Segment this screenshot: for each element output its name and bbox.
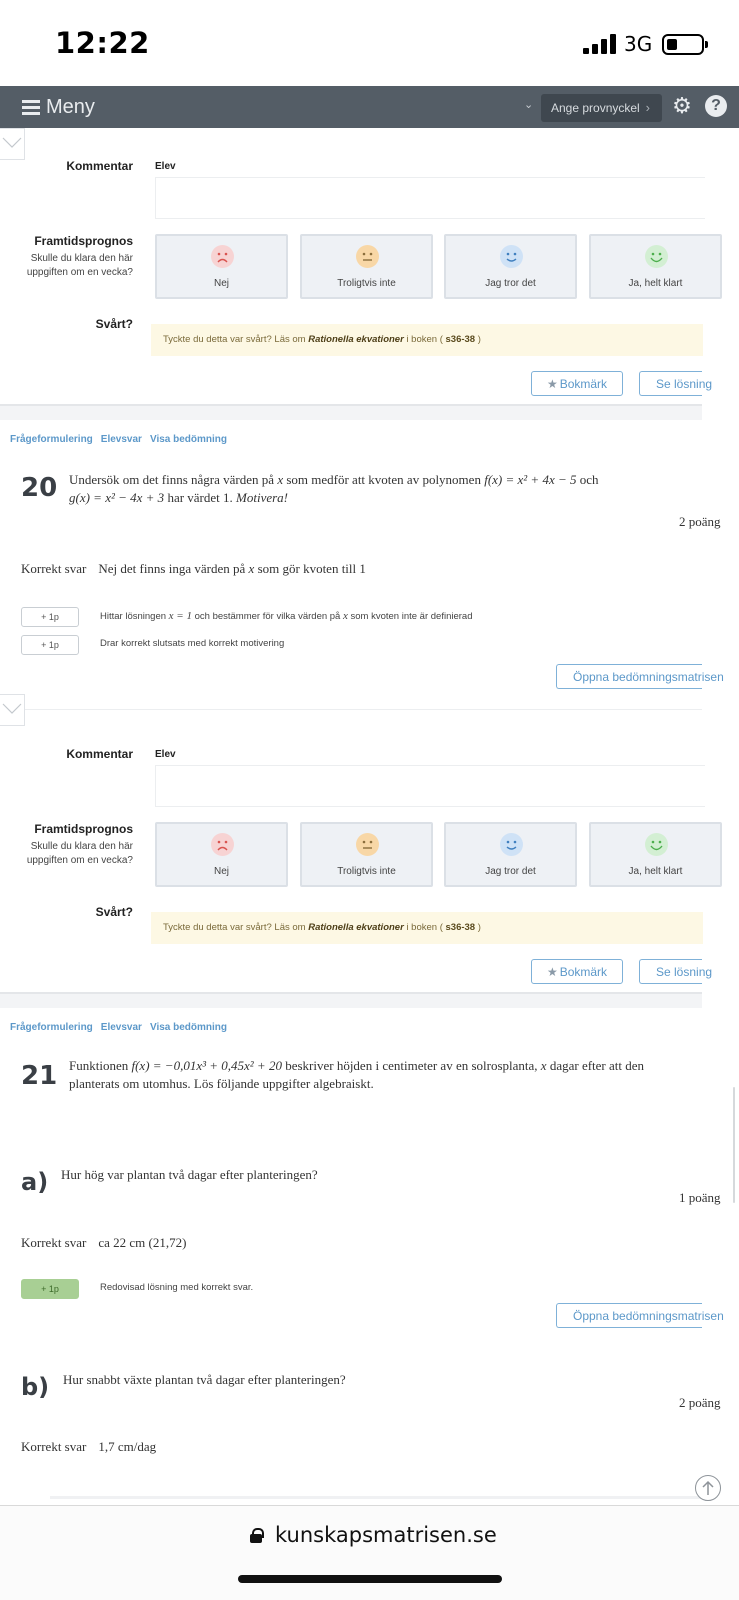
comment-author: Elev [155,749,176,760]
divider [50,1496,702,1499]
comment-label: Kommentar [66,159,133,173]
cellular-signal-icon [583,34,617,54]
text: som medför att kvoten av polynomen [283,472,485,487]
question-points: 2 poäng [679,514,721,529]
text: Funktionen [69,1058,132,1073]
see-solution-button[interactable]: Se lösning [639,959,702,984]
hamburger-icon [22,100,40,115]
text: som kvoten inte är definierad [347,611,473,622]
hint-text: i boken ( [403,334,446,345]
open-assessment-matrix-button[interactable]: Öppna bedömningsmatrisen [556,1303,702,1328]
section-separator [0,992,702,1008]
correct-answer-value: 1,7 cm/dag [98,1439,157,1454]
mood-label: Ja, helt klart [628,278,683,289]
sad-face-icon [211,833,234,856]
battery-icon [662,34,704,55]
point-toggle[interactable]: + 1p [21,635,79,655]
url-display[interactable] [250,1523,497,1547]
exam-key-input[interactable] [541,94,662,122]
collapse-toggle[interactable] [0,128,25,160]
bookmark-label: Bokmärk [559,376,608,391]
correct-answer-label: Korrekt svar [21,561,87,576]
open-assessment-matrix-button[interactable]: Öppna bedömningsmatrisen [556,664,702,689]
text: beskriver höjden i centimeter av en solrosplanta, [281,1058,541,1073]
text: dagar efter att den [546,1058,645,1073]
math: x [540,1058,547,1073]
comment-author: Elev [155,161,176,172]
menu-button[interactable] [22,94,95,120]
question-text-line-2: planterats om utomhus. Lös följande uppgifter algebraiskt. [69,1076,374,1091]
math: f(x) = −0,01x³ + 0,45x² + 20 [131,1058,282,1073]
prognosis-subtitle-2: uppgiften om en vecka? [26,267,133,278]
question-points: 1 poäng [679,1190,721,1205]
slight-smile-face-icon [500,833,523,856]
subquestion-label: b) [21,1373,50,1401]
mood-option-no[interactable] [155,234,288,299]
lock-icon [250,1528,262,1543]
chevron-right-icon: › [645,100,650,115]
hint-text: Tyckte du detta var svårt? Läs om [163,922,309,933]
tab-show-assessment[interactable]: Visa bedömning [149,1022,228,1033]
mood-label: Jag tror det [485,866,536,877]
subquestion-text: Hur hög var plantan två dagar efter planteringen? [61,1167,318,1182]
tab-question[interactable]: Frågeformulering [10,434,93,445]
neutral-face-icon [356,245,379,268]
question-number: 21 [21,1061,58,1091]
criterion-text [100,610,473,622]
text: har värdet 1. [164,490,237,505]
bookmark-label: Bokmärk [559,964,608,979]
tab-student-answer[interactable]: Elevsvar [100,1022,142,1033]
mood-label: Jag tror det [485,278,536,289]
question-text-line-1 [69,471,599,489]
hint-text: Tyckte du detta var svårt? Läs om [163,334,309,345]
star-icon: ★ [546,376,558,391]
mood-option-think-so[interactable] [444,822,577,887]
comment-field[interactable] [155,765,705,807]
happy-face-icon [645,833,668,856]
comment-label: Kommentar [66,747,133,761]
divider [25,709,702,710]
mood-label: Ja, helt klart [628,866,683,877]
point-toggle[interactable]: + 1p [21,607,79,627]
question-tabs [10,434,235,445]
happy-face-icon [645,245,668,268]
slight-smile-face-icon [500,245,523,268]
hint-text: ) [475,334,481,345]
scroll-to-top-button[interactable] [695,1475,721,1501]
tab-show-assessment[interactable]: Visa bedömning [149,434,228,445]
criterion-text: Redovisad lösning med korrekt svar. [100,1282,254,1293]
criterion-text: Drar korrekt slutsats med korrekt motivering [100,638,285,649]
prognosis-subtitle-2: uppgiften om en vecka? [26,855,133,866]
mood-option-think-so[interactable] [444,234,577,299]
correct-answer-label: Korrekt svar [21,1439,87,1454]
prognosis-title: Framtidsprognos [34,234,133,248]
chevron-down-icon [2,703,22,715]
tab-student-answer[interactable]: Elevsvar [100,434,142,445]
hint-pages: s36-38 [445,922,476,933]
text: som gör kvoten till 1 [254,561,366,576]
status-time: 12:22 [55,26,150,60]
hint-text: i boken ( [403,922,446,933]
math: x = 1 [168,610,192,622]
bookmark-button[interactable] [531,371,623,396]
hint-topic-link[interactable]: Rationella ekvationer [308,922,404,933]
text: Hittar lösningen [100,611,169,622]
mood-label: Troligtvis inte [337,278,396,289]
chevron-down-icon[interactable]: ⌄ [524,99,534,111]
help-icon[interactable]: ? [705,95,727,117]
tab-question[interactable]: Frågeformulering [10,1022,93,1033]
difficulty-label: Svårt? [95,905,133,919]
text: och bestämmer för vilka värden på [191,611,343,622]
comment-field[interactable] [155,177,705,219]
subquestion-text: Hur snabbt växte plantan två dagar efter planteringen? [63,1372,346,1387]
mood-label: Nej [213,866,229,877]
mood-option-definitely[interactable] [589,822,722,887]
prognosis-subtitle-1: Skulle du klara den här [30,841,133,852]
text: och [576,472,599,487]
collapse-toggle[interactable] [0,694,25,726]
correct-answer-value: ca 22 cm (21,72) [98,1235,187,1250]
subquestion-label: a) [21,1168,49,1196]
math: x [277,472,284,487]
question-text-line-1 [69,1057,644,1075]
neutral-face-icon [356,833,379,856]
point-toggle-awarded[interactable]: + 1p [21,1279,79,1299]
mood-label: Troligtvis inte [337,866,396,877]
prognosis-title: Framtidsprognos [34,822,133,836]
reading-hint [151,324,703,356]
see-solution-button[interactable]: Se lösning [639,371,702,396]
mood-option-probably-not[interactable] [300,234,433,299]
math: f(x) = x² + 4x − 5 [484,472,577,487]
exam-key-placeholder: Ange provnyckel [551,101,640,115]
sad-face-icon [211,245,234,268]
bookmark-button[interactable] [531,959,623,984]
url-text: kunskapsmatrisen.se [275,1523,497,1547]
arrow-up-icon [701,1480,715,1496]
text: Nej det finns inga värden på [98,561,249,576]
correct-answer [21,561,366,577]
text: Undersök om det finns några värden på [69,472,278,487]
scrollbar[interactable] [733,1087,735,1203]
chevron-down-icon [2,137,22,149]
home-indicator[interactable] [238,1575,502,1583]
correct-answer [21,1235,186,1251]
mood-option-definitely[interactable] [589,234,722,299]
browser-address-bar[interactable] [0,1505,739,1600]
text: Motivera! [236,490,289,505]
question-number: 20 [21,473,58,503]
star-icon: ★ [546,964,558,979]
top-navigation [0,86,739,128]
menu-label: Meny [46,95,95,118]
math: x [342,610,348,622]
reading-hint [151,912,703,944]
mood-label: Nej [213,278,229,289]
math: g(x) = x² − 4x + 3 [69,490,165,505]
math: x [248,561,255,576]
difficulty-label: Svårt? [95,317,133,331]
mood-option-no[interactable] [155,822,288,887]
hint-text: ) [475,922,481,933]
status-bar [0,0,739,86]
correct-answer-label: Korrekt svar [21,1235,87,1250]
gear-icon[interactable]: ⚙ [672,93,692,118]
network-type: 3G [624,32,653,56]
hint-pages: s36-38 [445,334,476,345]
question-text-line-2 [69,489,288,507]
prognosis-subtitle-1: Skulle du klara den här [30,253,133,264]
question-tabs [10,1022,235,1033]
mood-option-probably-not[interactable] [300,822,433,887]
main-content[interactable] [0,128,724,1505]
correct-answer [21,1439,156,1455]
section-separator [0,404,702,420]
question-points: 2 poäng [679,1395,721,1410]
hint-topic-link[interactable]: Rationella ekvationer [308,334,404,345]
